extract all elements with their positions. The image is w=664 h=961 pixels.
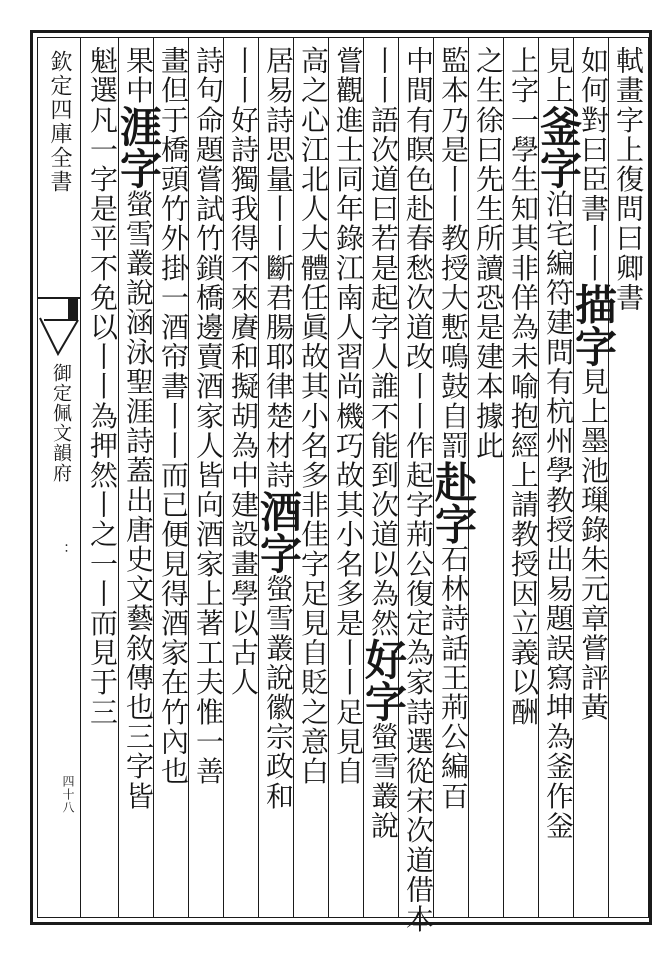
column-text: 螢雪叢說徽宗政和: [262, 574, 295, 811]
fish-tail-ornament: [38, 296, 80, 356]
column-text: 凡一字是平不免以丨丨為押然丨之一丨而見于三: [86, 105, 119, 727]
column-text: 家詩選從宋次道借本: [402, 667, 435, 935]
column-text: 監本乃是丨丨教授大慙鳴鼓自罰: [437, 46, 470, 461]
column-text: 高之心江北人大體任眞故其小名多非佳字足見自貶之意白: [297, 46, 330, 786]
page-number: 四十八: [61, 775, 75, 814]
column-text: 泊宅編符建問有杭州學教授出易題誤寫坤為釜作釡: [542, 189, 575, 841]
text-column: [295, 46, 331, 914]
column-text: 居易詩思量丨丨斷君腸耶律楚材詩: [262, 46, 295, 490]
text-column: [330, 46, 366, 914]
text-column: [84, 46, 120, 914]
column-text: 中建設畫學以古人: [227, 460, 260, 698]
column-text: 螢雪叢說: [367, 722, 400, 841]
text-column: [534, 46, 583, 914]
column-text: 嘗觀進士同年錄江南人習尚機巧故其小名多是丨丨足見自: [332, 46, 365, 786]
column-text: 丨丨好詩獨我得不來賡和擬胡為: [227, 46, 260, 461]
text-column: [114, 46, 163, 914]
text-column: [429, 46, 478, 914]
book-title: 御定佩文韻府: [50, 363, 72, 483]
headword: 赴字: [429, 460, 478, 545]
column-text: 如何對曰臣書丨丨: [577, 46, 610, 283]
text-body: [82, 38, 648, 935]
column-text: 詩句命題嘗試竹鎖橋邊賣酒家人皆向酒家上著工夫惟一善: [192, 46, 225, 786]
margin-mark: ：: [54, 543, 70, 557]
margin-band: [38, 38, 81, 917]
text-column: [225, 46, 261, 914]
headword: 描字: [569, 282, 618, 367]
column-text: 之生徐曰先生所讀恐是建本據此: [472, 46, 505, 461]
column-text: 軾畫字上復問曰卿書: [612, 46, 645, 313]
column-text: 見上墨池璅錄朱元章嘗評黃: [577, 366, 610, 723]
headword: 好字: [359, 638, 408, 722]
column-text: 螢雪叢說涵泳聖涯詩蓋出唐史文藝敘傳也三字皆: [122, 189, 155, 811]
column-text: 見上: [542, 46, 575, 106]
column-text: 魁選: [86, 46, 119, 106]
headword: 釜字: [534, 105, 583, 190]
column-text: 果中: [122, 46, 155, 106]
headword: 酒字: [254, 490, 303, 574]
text-column: [400, 46, 436, 935]
collection-title: 欽定四庫全書: [47, 50, 72, 194]
column-text: 中間有瞑色赴春愁次道改丨丨作起字荊公復定為: [402, 46, 435, 668]
text-column: [190, 46, 226, 914]
headword: 涯字: [114, 105, 163, 190]
text-column: [610, 46, 646, 914]
column-text: 丨丨語次道曰若是起字人誰不能到次道以為然: [367, 46, 400, 638]
text-column: [254, 46, 303, 914]
column-text: 上: [507, 46, 540, 76]
column-text: 字一學生知其非佯為未喻抱經上請教授因立義以酬: [507, 75, 540, 727]
column-text: 畫但于橋頭竹外掛一酒帘書丨丨而已便見得酒家在竹內也: [157, 46, 190, 786]
text-column: [505, 46, 541, 914]
text-column: [359, 46, 408, 914]
column-text: 石林詩話王荊公編百: [437, 544, 470, 811]
